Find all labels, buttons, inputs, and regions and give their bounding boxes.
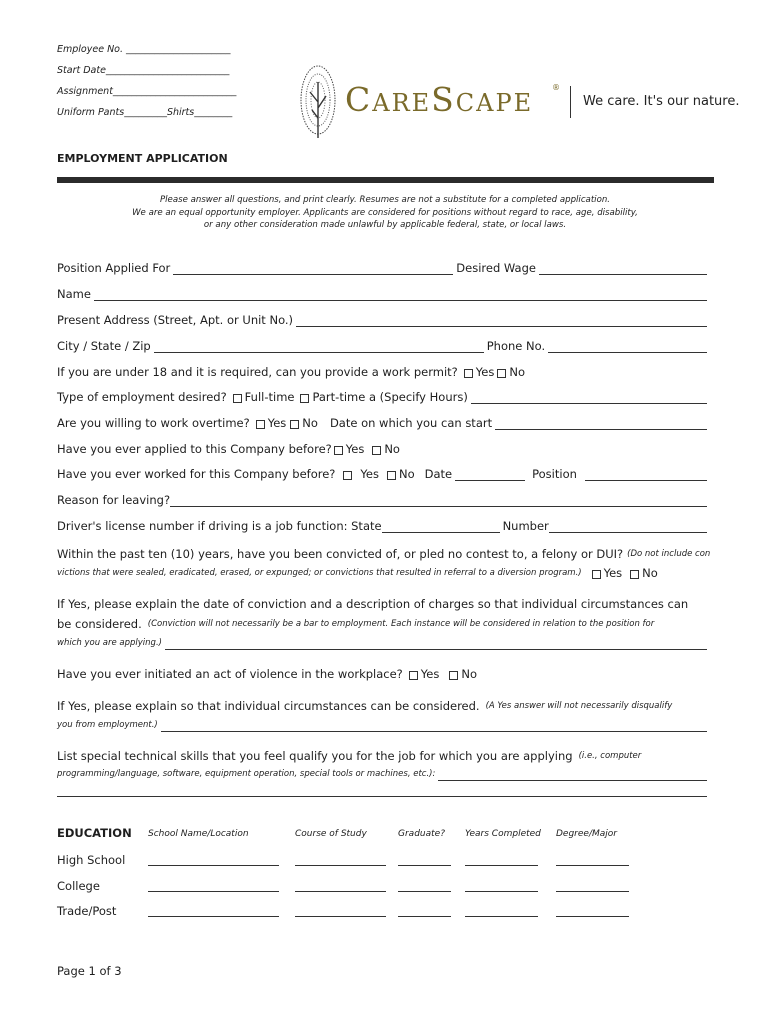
registered-mark: ® [552, 83, 560, 92]
felony-no-checkbox[interactable] [630, 570, 639, 579]
emp-type-row: Type of employment desired? Full-time Part-time a (Specify Hours) [57, 390, 707, 404]
license-row: Driver's license number if driving is a job function: State Number [57, 519, 707, 533]
license-number-input[interactable] [549, 521, 707, 533]
hs-school-input[interactable] [148, 865, 279, 866]
full-time-checkbox[interactable] [233, 394, 242, 403]
logo-divider [570, 86, 571, 118]
col-graduate: Graduate? [398, 829, 445, 839]
violence-yes-checkbox[interactable] [409, 671, 418, 680]
felony-row-2: victions that were sealed, eradicated, erased, or expunged; or convictions that resulted in referral to a diversion program.) Yes No [57, 566, 658, 580]
license-state-input[interactable] [382, 521, 500, 533]
skills-row-2: programming/language, software, equipment operation, special tools or machines, etc.): [57, 767, 707, 781]
overtime-no-checkbox[interactable] [290, 420, 299, 429]
address-input[interactable] [296, 315, 707, 327]
explain-input[interactable] [165, 638, 707, 650]
position-row: Position Applied For Desired Wage [57, 261, 707, 275]
hours-input[interactable] [471, 392, 707, 404]
worked-position-input[interactable] [585, 469, 707, 481]
page-number: Page 1 of 3 [57, 964, 122, 978]
start-date-field[interactable]: Start Date__________________________ [57, 65, 230, 76]
applied-yes-checkbox[interactable] [334, 446, 343, 455]
name-input[interactable] [94, 289, 707, 301]
row-college: College [57, 879, 100, 893]
col-years: Years Completed [465, 829, 541, 839]
explain-row-1: If Yes, please explain the date of conviction and a description of charges so that individual circumstances can [57, 597, 689, 611]
hs-graduate-input[interactable] [398, 865, 451, 866]
permit-yes-checkbox[interactable] [464, 369, 473, 378]
violence-explain-row: If Yes, please explain so that individual circumstances can be considered. (A Yes answer will not necessarily disqualify [57, 699, 673, 713]
applied-no-checkbox[interactable] [372, 446, 381, 455]
title-rule [57, 177, 714, 183]
violence-explain-row-2: you from employment.) [57, 718, 707, 732]
overtime-yes-checkbox[interactable] [256, 420, 265, 429]
hs-degree-input[interactable] [556, 865, 629, 866]
education-heading: EDUCATION [57, 826, 132, 840]
city-row: City / State / Zip Phone No. [57, 339, 707, 353]
part-time-checkbox[interactable] [300, 394, 309, 403]
hs-course-input[interactable] [295, 865, 386, 866]
felony-row: Within the past ten (10) years, have you been convicted of, or pled no contest to, a felony or DUI? (Do not include con [57, 547, 711, 561]
trade-graduate-input[interactable] [398, 916, 451, 917]
address-row: Present Address (Street, Apt. or Unit No.) [57, 313, 707, 327]
start-date-input[interactable] [495, 418, 707, 430]
row-high-school: High School [57, 853, 126, 867]
worked-row: Have you ever worked for this Company before? Yes No Date Position [57, 467, 707, 481]
name-row: Name [57, 287, 707, 301]
permit-row: If you are under 18 and it is required, can you provide a work permit? Yes No [57, 365, 526, 379]
reason-row: Reason for leaving? [57, 493, 707, 507]
logo-tagline: We care. It's our nature. [583, 94, 740, 109]
page-title: EMPLOYMENT APPLICATION [57, 152, 228, 165]
worked-date-input[interactable] [455, 469, 525, 481]
col-school: School Name/Location [148, 829, 249, 839]
applied-row: Have you ever applied to this Company before? Yes No [57, 442, 400, 456]
trade-course-input[interactable] [295, 916, 386, 917]
logo-tree-icon [298, 62, 338, 142]
trade-degree-input[interactable] [556, 916, 629, 917]
worked-no-checkbox[interactable] [387, 471, 396, 480]
employee-no-field[interactable]: Employee No. ______________________ [57, 44, 231, 55]
intro-text: Please answer all questions, and print clearly. Resumes are not a substitute for a completed application. We are an equal opportunity employer. Applicants are considered for positions without regard to race, age, disability, or any other consideration made unlawful by applicable federal, state, or local laws. [132, 195, 638, 230]
col-course: Course of Study [295, 829, 367, 839]
explain-row-3: which you are applying.) [57, 636, 707, 650]
worked-yes-checkbox[interactable] [343, 471, 352, 480]
overtime-row: Are you willing to work overtime? Yes No Date on which you can start [57, 416, 707, 430]
uniform-field[interactable]: Uniform Pants_________Shirts________ [57, 107, 233, 118]
violence-explain-input[interactable] [161, 720, 707, 732]
phone-input[interactable] [548, 341, 707, 353]
city-input[interactable] [154, 341, 484, 353]
wage-input[interactable] [539, 263, 707, 275]
skills-input[interactable] [438, 769, 707, 781]
reason-input[interactable] [170, 495, 707, 507]
college-graduate-input[interactable] [398, 891, 451, 892]
hs-years-input[interactable] [465, 865, 538, 866]
col-degree: Degree/Major [556, 829, 617, 839]
trade-years-input[interactable] [465, 916, 538, 917]
permit-no-checkbox[interactable] [497, 369, 506, 378]
position-input[interactable] [173, 263, 453, 275]
explain-row-2: be considered. (Conviction will not necessarily be a bar to employment. Each instance will be considered in relation to the position for [57, 617, 655, 631]
logo-brand: CARESCAPE [345, 80, 534, 119]
college-course-input[interactable] [295, 891, 386, 892]
trade-school-input[interactable] [148, 916, 279, 917]
skills-row: List special technical skills that you feel qualify you for the job for which you are applying (i.e., computer [57, 749, 642, 763]
college-years-input[interactable] [465, 891, 538, 892]
college-degree-input[interactable] [556, 891, 629, 892]
college-school-input[interactable] [148, 891, 279, 892]
violence-no-checkbox[interactable] [449, 671, 458, 680]
skills-input-2[interactable] [57, 796, 707, 797]
felony-yes-checkbox[interactable] [592, 570, 601, 579]
row-trade: Trade/Post [57, 904, 117, 918]
assignment-field[interactable]: Assignment__________________________ [57, 86, 237, 97]
violence-row: Have you ever initiated an act of violence in the workplace? Yes No [57, 667, 477, 681]
